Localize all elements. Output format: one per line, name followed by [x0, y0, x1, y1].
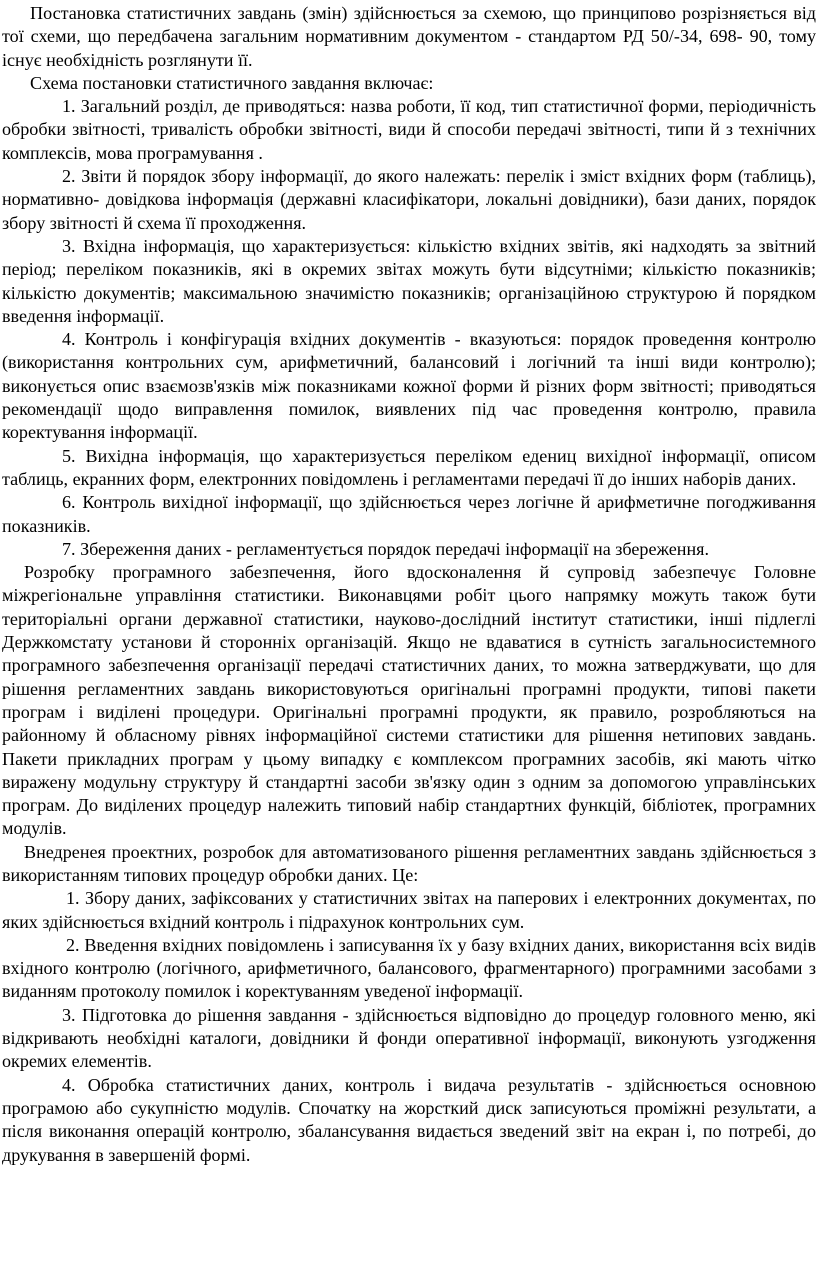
list-item-general-section: 1. Загальний розділ, де приводяться: назва роботи, її код, тип статистичної форми, періодичність обробки звітності, тривалість обробки звітності, види й способи передачі звітності, типи й з технічних комплексів, мова програмування . [2, 96, 816, 163]
list-item-output-info: 5. Вихідна інформація, що характеризується переліком едениц вихідної інформації, описом таблиць, екранних форм, електронних повідомлень і регламентами передачі її до інших наборів даних. [2, 445, 816, 489]
procedure-item-preparation: 3. Підготовка до рішення завдання - здійснюється відповідно до процедур головного меню, які відкривають необхідні каталоги, довідники й фонди оперативної інформації, виконують узгодження окремих елементів. [2, 1004, 816, 1072]
implementation-paragraph: Внедренея проектних, розробок для автоматизованого рішення регламентних завдань здійснюється з використанням типових процедур обробки даних. Це: [2, 841, 816, 885]
schema-heading-paragraph: Схема постановки статистичного завдання включає: [30, 72, 434, 93]
procedure-item-collection: 1. Збору даних, зафіксованих у статистичних звітах на паперових і електронних документах, по яких здійснюється вхідний контроль і підрахунок контрольних сум. [2, 888, 816, 932]
software-development-paragraph: Розробку програмного забезпечення, його вдосконалення й супровід забезпечує Головне міжрегіональне управління статистики. Виконавцями робіт цього напрямку можуть також бути територіальні органи державної статистики, науково-дослідний інститут статистики, інші підлеглі Держкомстату установи й сторонніх організацій. Якщо не вдаватися в сутність загальносистемного програмного забезпечення організації передачі статистичних даних, то можна затверджувати, що для рішення регламентних завдань використовуються оригінальні програмні продукти, типові пакети програм і виділені процедури. Оригінальні програмні продукти, як правило, розробляються на районному й обласному рівнях інформаційної системи статистики для рішення нетипових завдань. Пакети прикладних програм у цьому випадку є комплексом програмних засобів, які мають чітко виражену модульну структуру й стандартні засоби зв'язку один з одним за допомогою управлінських програм. До виділених процедур належить типовий набір стандартних функцій, бібліотек, програмних модулів. [2, 562, 816, 839]
procedure-item-processing: 4. Обробка статистичних даних, контроль і видача результатів - здійснюється основною програмою або сукупністю модулів. Спочатку на жорсткий диск записуються проміжні результати, а після виконання операцій контролю, збалансування видається зведений звіт на екран і, по потребі, до друкування в завершеній формі. [2, 1074, 816, 1165]
procedure-item-input: 2. Введення вхідних повідомлень і записування їх у базу вхідних даних, використання всіх видів вхідного контролю (логічного, арифметичного, балансового, фрагментарного) програмними засобами з виданням протоколу помилок і коректуванням уведеної інформації. [2, 934, 816, 1002]
list-item-input-info: 3. Вхідна інформація, що характеризується: кількістю вхідних звітів, які надходять за звітний період; переліком показників, які в окремих звітах можуть бути відсутніми; кількістю показників; кількістю документів; максимальною значимістю показників; організаційною структурою й порядком введення інформації. [2, 235, 816, 326]
list-item-control-config: 4. Контроль і конфігурація вхідних документів - вказуються: порядок проведення контролю (використання контрольних сум, арифметичний, балансовий і логічний та інші види контролю); виконується опис взаємозв'язків між показниками кожної форми й різних форм звітності; приводяться рекомендації щодо виправлення помилок, виявлених під час проведення контролю, правила коректування інформації. [2, 329, 816, 443]
list-item-reports-collection: 2. Звіти й порядок збору інформації, до якого належать: перелік і зміст вхідних форм (таблиць), нормативно- довідкова інформація (державні класифікатори, локальні довідники), бази даних, порядок збору звітності й схема її проходження. [2, 166, 816, 233]
intro-paragraph: Постановка статистичних завдань (змін) здійснюється за схемою, що принципово розрізняється від тої схеми, що передбачена загальним нормативним документом - стандартом РД 50/-34, 698- 90, тому існує необхідність розглянути її. [2, 3, 816, 70]
list-item-data-storage: 7. Збереження даних - регламентується порядок передачі інформації на збереження. [62, 538, 710, 559]
list-item-output-control: 6. Контроль вихідної інформації, що здійснюється через логічне й арифметичне погодживання показників. [2, 492, 816, 536]
